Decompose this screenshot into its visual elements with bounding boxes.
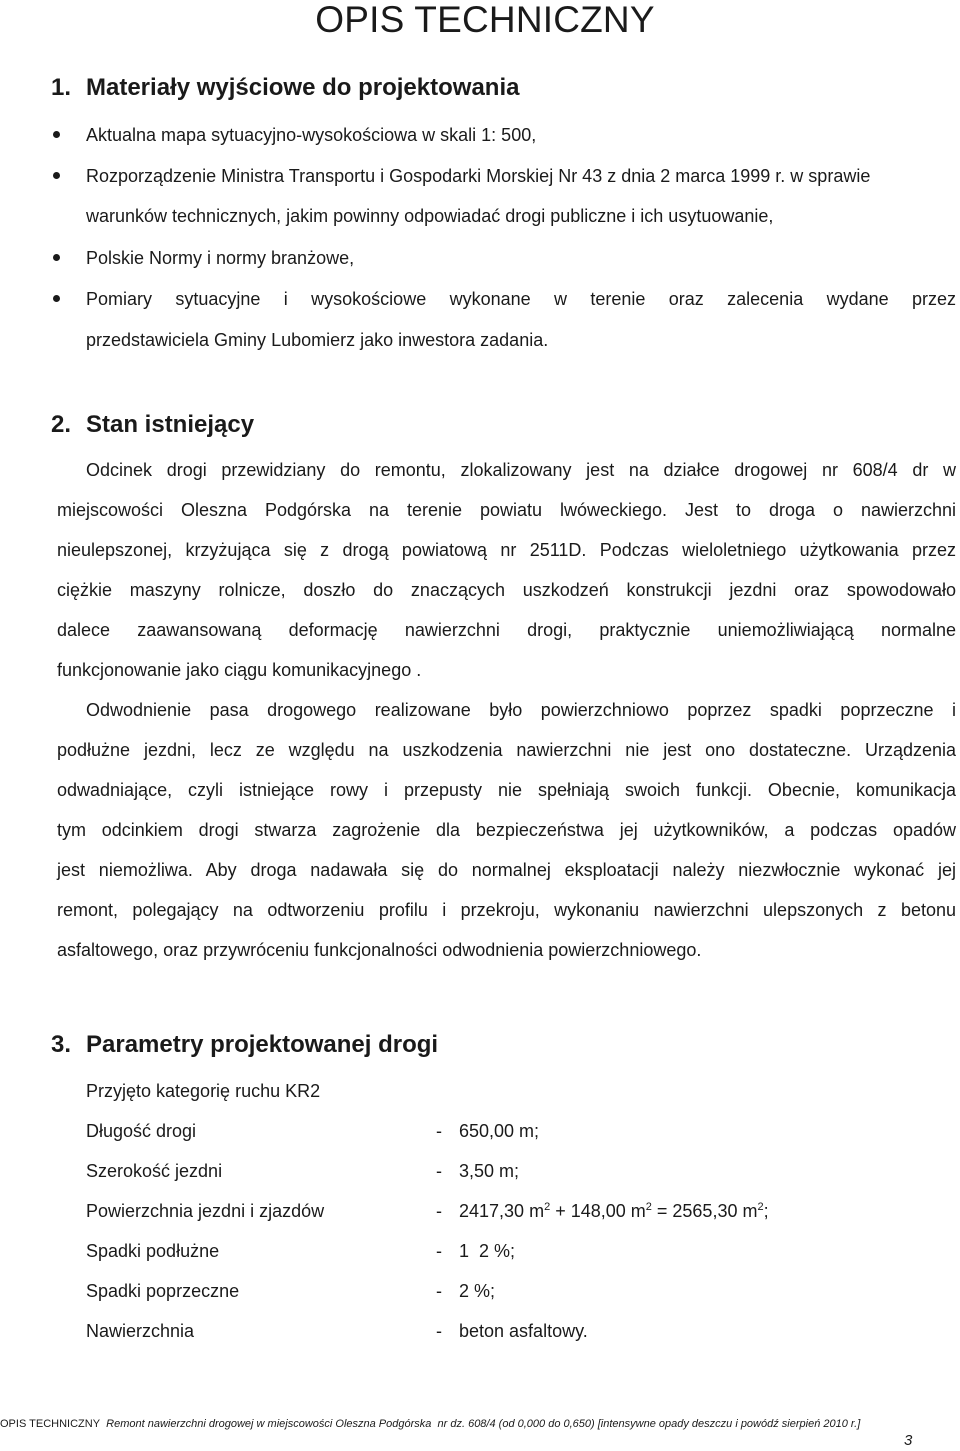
bullet-icon	[53, 254, 60, 261]
param-label: Nawierzchnia	[86, 1321, 195, 1341]
paragraph-line: remont, polegający na odtworzeniu profilu i przekroju, wykonaniu nawierzchni ulepszonych z betonu	[57, 900, 956, 920]
paragraph-line: odwadniające, czyli istniejące rowy i przepusty nie spełniają swoich funkcji. Obecnie, komunikacja	[57, 780, 956, 800]
param-dash: -	[436, 1281, 442, 1301]
paragraph-line: tym odcinkiem drogi stwarza zagrożenie dla bezpieczeństwa jej użytkowników, a podczas opadów	[57, 820, 956, 840]
param-dash: -	[436, 1321, 442, 1341]
page-number: 3	[904, 1432, 913, 1449]
paragraph-line: Odwodnienie pasa drogowego realizowane było powierzchniowo poprzez spadki poprzeczne i	[86, 700, 956, 720]
bullet-icon	[53, 131, 60, 138]
bullet-icon	[53, 295, 60, 302]
param-dash: -	[436, 1201, 442, 1221]
bullet-item-text: Pomiary sytuacyjne i wysokościowe wykonane w terenie oraz zalecenia wydane przez	[86, 289, 956, 309]
section-2-heading: Stan istniejący	[86, 411, 255, 438]
param-dash: -	[436, 1121, 442, 1141]
bullet-icon	[53, 172, 60, 179]
param-label: Szerokość jezdni	[86, 1161, 223, 1181]
paragraph-line: jest niemożliwa. Aby droga nadawała się do normalnej eksploatacji należy niezwłocznie wykonać jej	[57, 860, 956, 880]
param-value: 1 2 %;	[459, 1241, 516, 1261]
paragraph-line: miejscowości Oleszna Podgórska na terenie powiatu lwóweckiego. Jest to droga o nawierzchni	[57, 500, 956, 520]
bullet-item-text: Polskie Normy i normy branżowe,	[86, 248, 355, 268]
param-value: 3,50 m;	[459, 1161, 520, 1181]
document-title: OPIS TECHNICZNY	[315, 0, 655, 40]
param-value: 650,00 m;	[459, 1121, 540, 1141]
bullet-item-text: przedstawiciela Gminy Lubomierz jako inwestora zadania.	[86, 330, 549, 350]
section-2-number: 2.	[51, 411, 72, 438]
bullet-item-text: warunków technicznych, jakim powinny odpowiadać drogi publiczne i ich usytuowanie,	[86, 206, 774, 226]
paragraph-line: ciężkie maszyny rolnicze, doszło do znaczących uszkodzeń konstrukcji jezdni oraz spowodowało	[57, 580, 956, 600]
paragraph-line: nieulepszonej, krzyżująca się z drogą powiatową nr 2511D. Podczas wieloletniego użytkowania przez	[57, 540, 956, 560]
footer-text: Remont nawierzchni drogowej w miejscowości Oleszna Podgórska nr dz. 608/4 (od 0,000 do 0,650) [intensywne opady deszczu i powódź sierpień 2010 r.]	[100, 1418, 861, 1430]
traffic-category-text: Przyjęto kategorię ruchu KR2	[86, 1081, 321, 1101]
bullet-item-text: Rozporządzenie Ministra Transportu i Gospodarki Morskiej Nr 43 z dnia 2 marca 1999 r. w sprawie	[86, 166, 871, 186]
paragraph-line: podłużne jezdni, lecz ze względu na uszkodzenia nawierzchni nie jest ono dostateczne. Urządzenia	[57, 740, 956, 760]
param-value: 2417,30 $m^2 + 148,00$ $m^2 = 2565,30$ $m^2$;	[459, 1201, 769, 1221]
param-label: Długość drogi	[86, 1121, 197, 1141]
bullet-item-text: Aktualna mapa sytuacyjno-wysokościowa w skali 1: 500,	[86, 125, 537, 145]
section-1-heading: Materiały wyjściowe do projektowania	[86, 74, 520, 101]
param-value: beton asfaltowy.	[459, 1321, 588, 1341]
footer-prefix: OPIS TECHNICZNY	[0, 1418, 101, 1430]
param-dash: -	[436, 1241, 442, 1261]
page-footer	[0, 1417, 960, 1431]
section-3-heading: Parametry projektowanej drogi	[86, 1031, 439, 1058]
paragraph-line: Odcinek drogi przewidziany do remontu, zlokalizowany jest na działce drogowej nr 608/4 dr w	[86, 460, 956, 480]
section-1-number: 1.	[51, 74, 72, 101]
param-label: Spadki poprzeczne	[86, 1281, 240, 1301]
section-3-number: 3.	[51, 1031, 72, 1058]
paragraph-line: funkcjonowanie jako ciągu komunikacyjnego .	[57, 660, 422, 680]
param-label: Powierzchnia jezdni i zjazdów	[86, 1201, 325, 1221]
param-dash: -	[436, 1161, 442, 1181]
paragraph-line: dalece zaawansowaną deformację nawierzchni drogi, praktycznie uniemożliwiającą normalne	[57, 620, 956, 640]
paragraph-line: asfaltowego, oraz przywróceniu funkcjonalności odwodnienia powierzchniowego.	[57, 940, 702, 960]
param-label: Spadki podłużne	[86, 1241, 220, 1261]
param-value: 2 %;	[459, 1281, 496, 1301]
